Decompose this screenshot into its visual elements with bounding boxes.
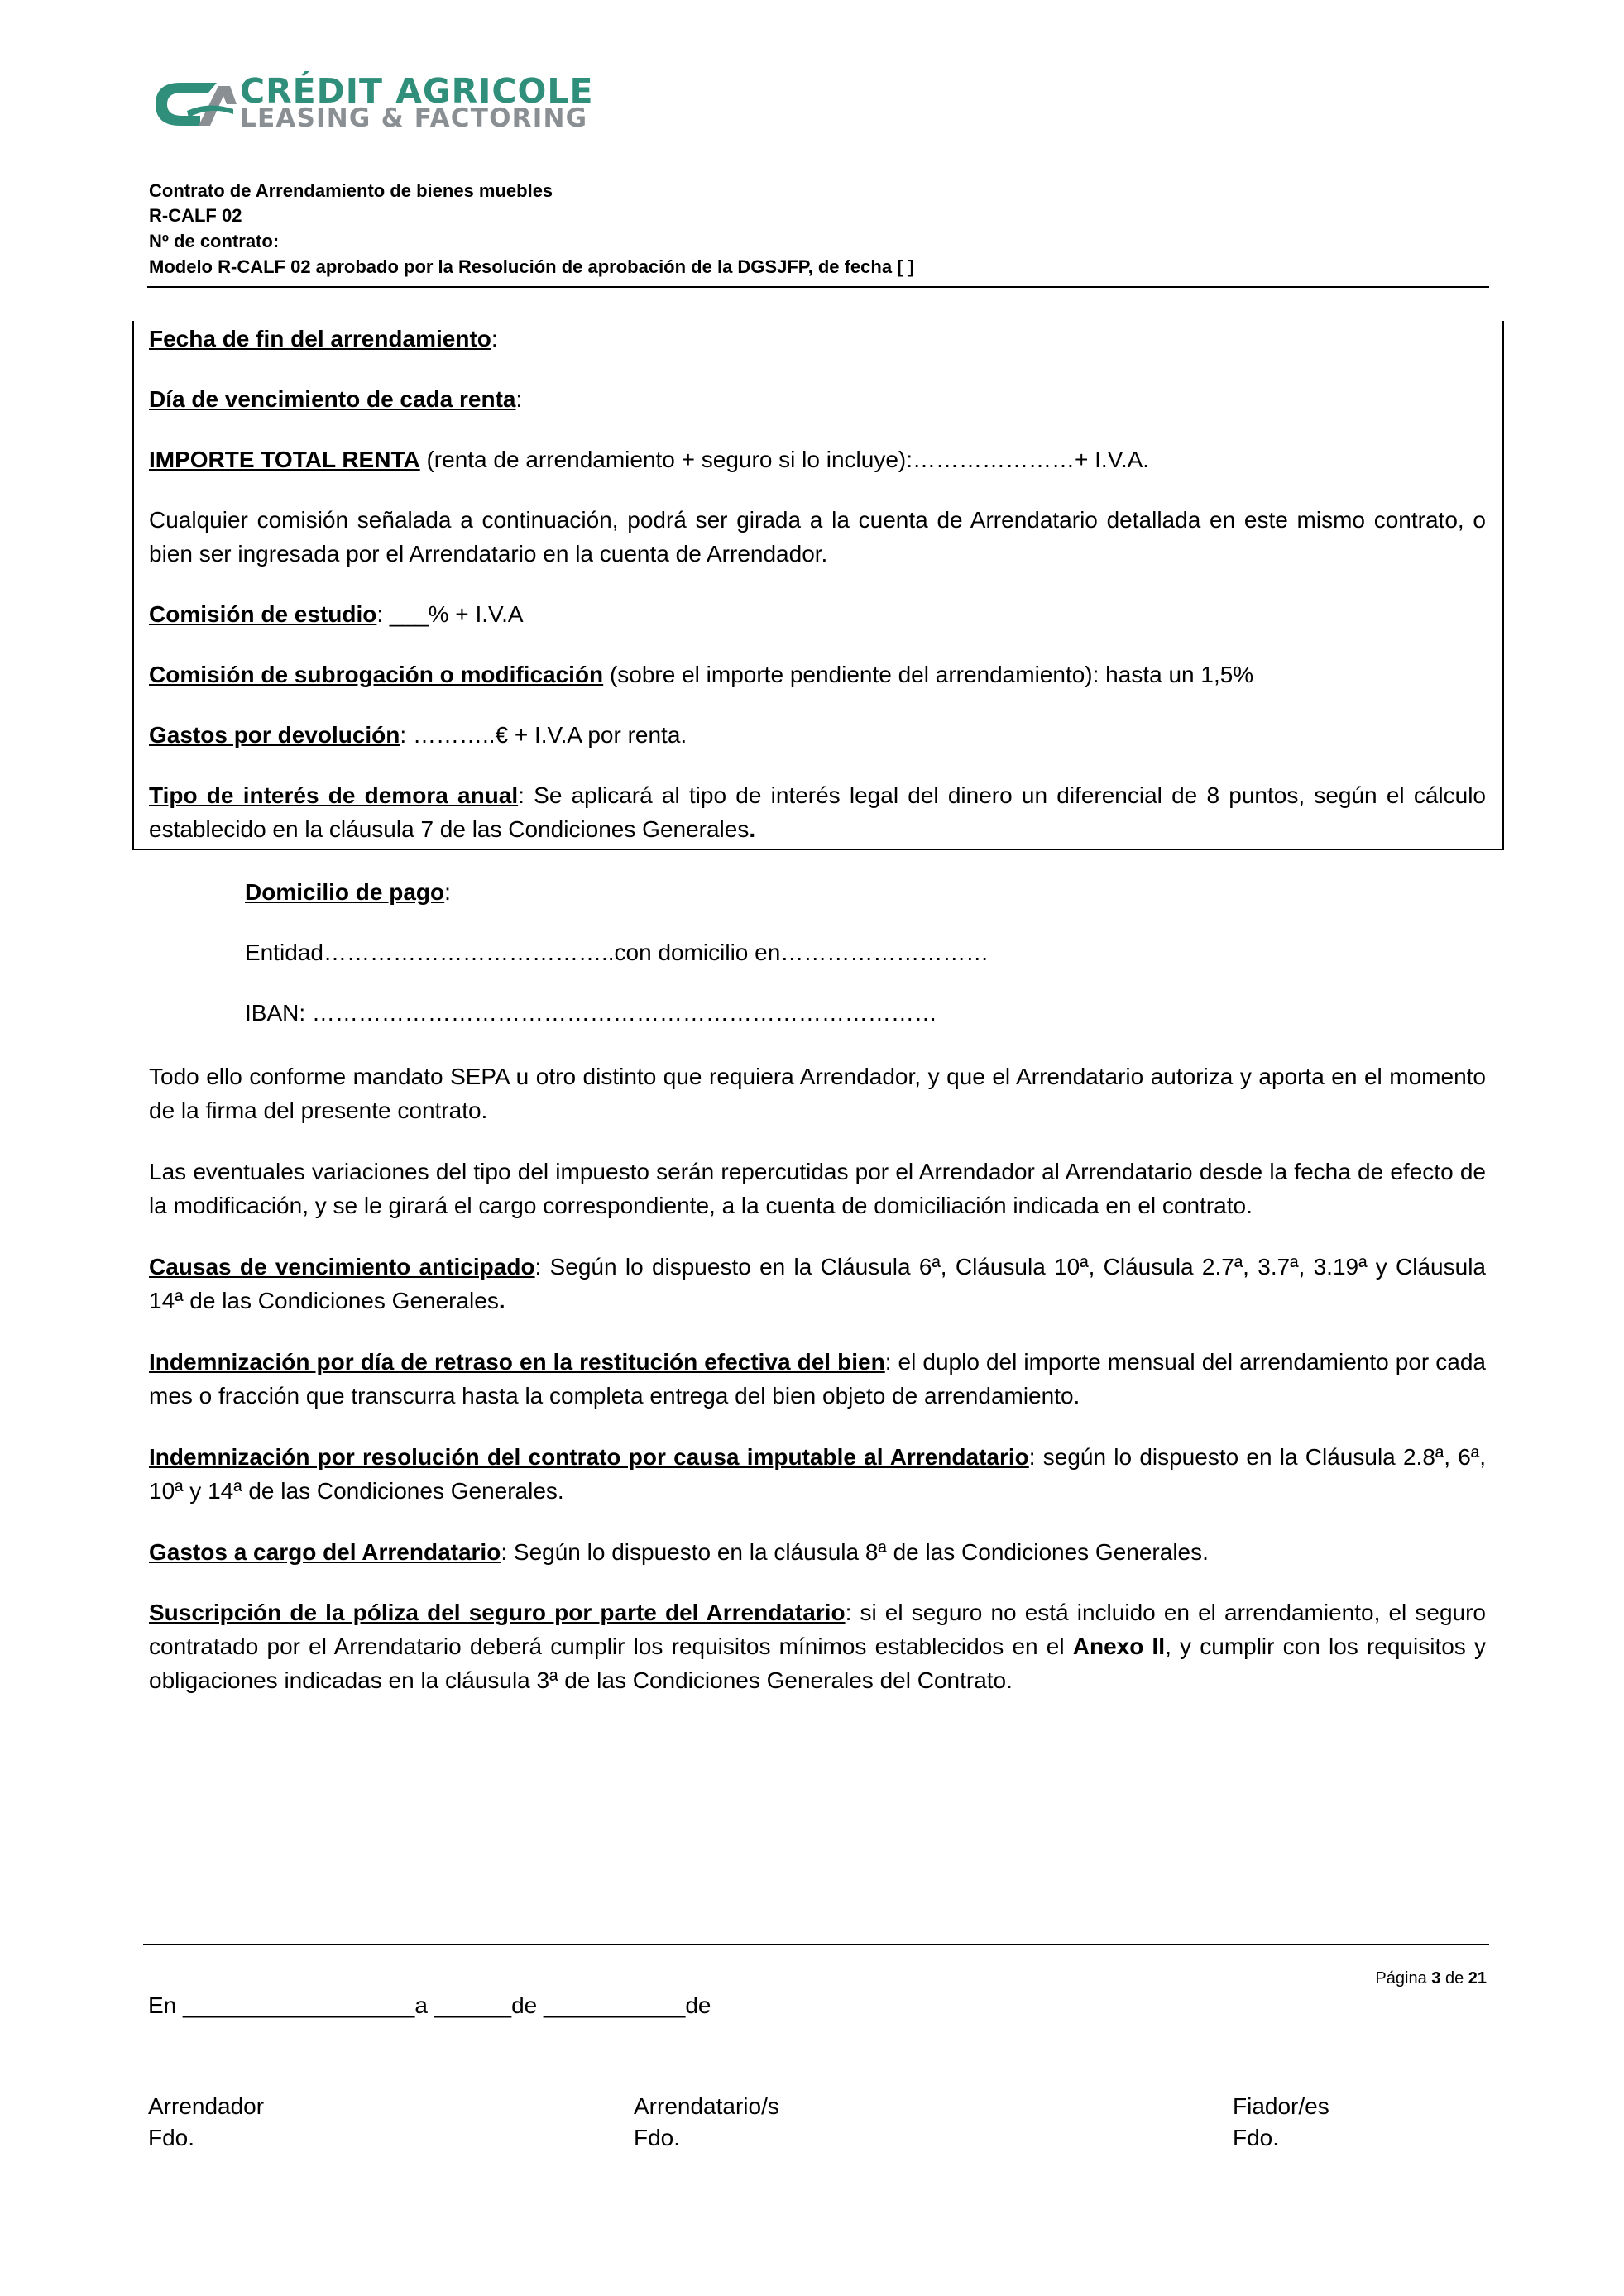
demora-end: .	[749, 816, 756, 842]
arrendatario-label: Arrendatario/s	[634, 2093, 779, 2119]
dia-vencimiento-rest: :	[515, 386, 523, 412]
sepa-paragraph: Todo ello conforme mandato SEPA u otro distinto que requiera Arrendador, y que el Arrendatario autoriza y aporta en el momento de la firma del presente contrato.	[149, 1064, 1486, 1123]
variaciones-paragraph: Las eventuales variaciones del tipo del impuesto serán repercutidas por el Arrendador al Arrendatario desde la fecha de efecto de la modificación, y se le girará el cargo correspondiente, a la cuenta de domiciliación indicada en el contrato.	[149, 1159, 1486, 1218]
comision-intro: Cualquier comisión señalada a continuación, podrá ser girada a la cuenta de Arrendatario detallada en este mismo contrato, o bien ser ingresada por el Arrendatario en la cuenta de Arrendador.	[149, 507, 1486, 567]
retraso-label: Indemnización por día de retraso en la restitución efectiva del bien	[149, 1349, 885, 1375]
header-title: Contrato de Arrendamiento de bienes muebles	[149, 180, 553, 201]
gastos-rest: : Según lo dispuesto en la cláusula 8ª de las Condiciones Generales.	[501, 1539, 1209, 1565]
place-date-line: En __________________a ______de ___________de	[148, 1992, 711, 2018]
importe-line	[149, 442, 1486, 476]
logo-line1: CRÉDIT AGRICOLE	[240, 71, 594, 111]
page-number	[1375, 1969, 1487, 1988]
gastos-paragraph	[149, 1535, 1486, 1569]
subrogacion-rest: (sobre el importe pendiente del arrendamiento): hasta un 1,5%	[603, 662, 1254, 687]
importe-rest: (renta de arrendamiento + seguro si lo incluye):…………………+ I.V.A.	[419, 447, 1150, 472]
footer-divider	[143, 1944, 1489, 1945]
poliza-paragraph	[149, 1595, 1486, 1697]
header-model: Modelo R-CALF 02 aprobado por la Resolución de aprobación de la DGSJFP, de fecha [ ]	[149, 256, 914, 277]
page-current: 3	[1431, 1969, 1441, 1987]
poliza-rest2: , y cumplir con los requisitos y obligaciones indicadas en la cláusula 3ª de las Condiciones Generales del Contrato.	[149, 1634, 1486, 1693]
devolucion-label: Gastos por devolución	[149, 722, 400, 748]
domicilio-line	[245, 875, 1582, 909]
header-code: R-CALF 02	[149, 205, 242, 226]
estudio-rest: : ___% + I.V.A	[376, 601, 524, 627]
estudio-label: Comisión de estudio	[149, 601, 377, 627]
demora-label: Tipo de interés de demora anual	[149, 782, 519, 808]
poliza-label: Suscripción de la póliza del seguro por parte del Arrendatario	[149, 1600, 846, 1625]
subrogacion-line	[149, 658, 1486, 691]
page-mid: de	[1440, 1969, 1468, 1987]
estudio-line	[149, 597, 1486, 631]
causas-end: .	[498, 1288, 505, 1313]
resolucion-rest: : según lo dispuesto en la Cláusula 2.8ª, 6ª, 10ª y 14ª de las Condiciones Generales.	[149, 1444, 1486, 1504]
subrogacion-label: Comisión de subrogación o modificación	[149, 662, 604, 687]
importe-label: IMPORTE TOTAL RENTA	[149, 447, 420, 472]
domicilio-label: Domicilio de pago	[245, 879, 445, 905]
header-contract-number: Nº de contrato:	[149, 231, 280, 251]
resolucion-paragraph	[149, 1440, 1486, 1508]
resolucion-label: Indemnización por resolución del contrato por causa imputable al Arrendatario	[149, 1444, 1029, 1470]
causas-label: Causas de vencimiento anticipado	[149, 1254, 535, 1280]
fecha-fin-rest: :	[491, 326, 498, 352]
fiador-label: Fiador/es	[1233, 2093, 1329, 2119]
dia-vencimiento-line	[149, 382, 1486, 416]
page-total: 21	[1468, 1969, 1487, 1987]
logo-line2: LEASING & FACTORING	[240, 103, 588, 133]
fiador-fdo: Fdo.	[1233, 2125, 1280, 2150]
arrendador-label: Arrendador	[148, 2093, 265, 2119]
demora-rest: : Se aplicará al tipo de interés legal del dinero un diferencial de 8 puntos, según el cálculo establecido en la cláusula 7 de las Condiciones Generales	[149, 782, 1487, 842]
dia-vencimiento-label: Día de vencimiento de cada renta	[149, 386, 516, 412]
domicilio-rest: :	[444, 879, 451, 905]
poliza-anexo: Anexo II	[1072, 1634, 1166, 1659]
iban-line: IBAN: ………………………………………………………………………	[245, 1000, 937, 1026]
gastos-label: Gastos a cargo del Arrendatario	[149, 1539, 501, 1565]
causas-rest: : Según lo dispuesto en la Cláusula 6ª, Cláusula 10ª, Cláusula 2.7ª, 3.7ª, 3.19ª y Cláusula 14ª de las Condiciones Generales	[149, 1254, 1486, 1313]
causas-paragraph	[149, 1250, 1486, 1318]
fecha-fin-line	[149, 322, 1486, 356]
retraso-rest: : el duplo del importe mensual del arrendamiento por cada mes o fracción que transcurra hasta la completa entrega del bien objeto de arrendamiento.	[149, 1349, 1486, 1409]
devolucion-line	[149, 718, 1486, 752]
page-prefix: Página	[1375, 1969, 1432, 1987]
devolucion-rest: : ………..€ + I.V.A por renta.	[400, 722, 687, 748]
arrendatario-fdo: Fdo.	[634, 2125, 681, 2150]
retraso-paragraph	[149, 1345, 1486, 1413]
poliza-rest1: : si el seguro no está incluido en el arrendamiento, el seguro contratado por el Arrendatario deberá cumplir los requisitos mínimos establecidos en el	[149, 1600, 1486, 1659]
entidad-line: Entidad………………………………..con domicilio en………………………	[245, 940, 989, 965]
demora-line	[149, 778, 1486, 846]
fecha-fin-label: Fecha de fin del arrendamiento	[149, 326, 491, 352]
header-divider	[147, 286, 1489, 288]
arrendador-fdo: Fdo.	[148, 2125, 195, 2150]
